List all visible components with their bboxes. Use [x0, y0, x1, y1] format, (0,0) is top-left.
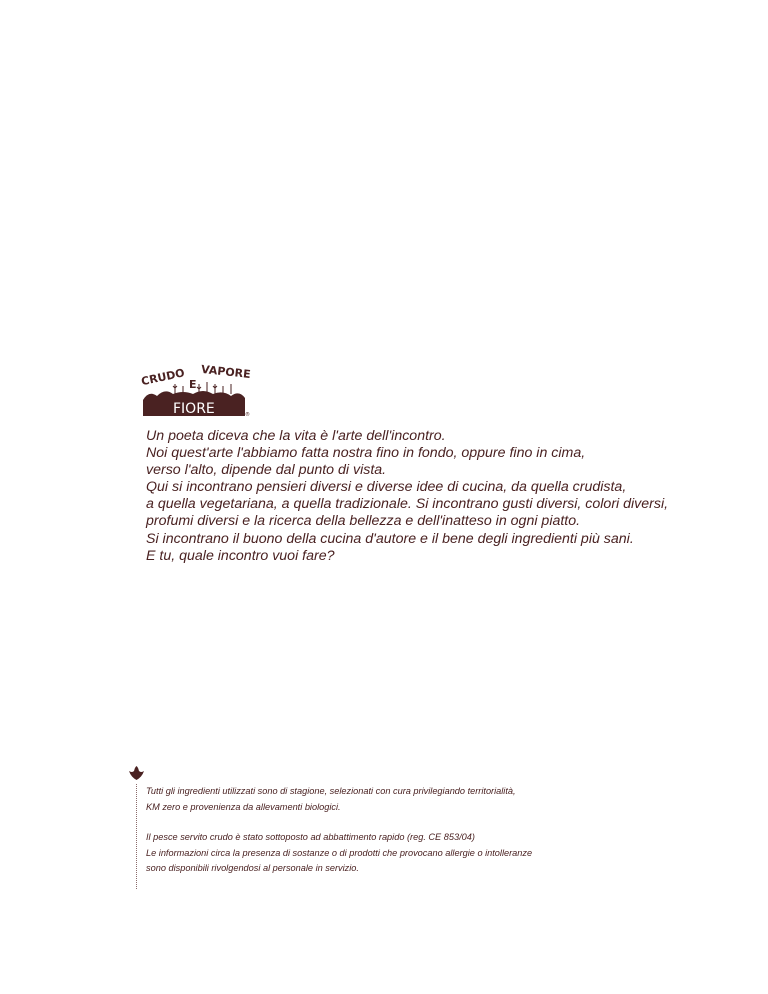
intro-line: a quella vegetariana, a quella tradizionale. Si incontrano gusti diversi, colori diversi,	[146, 496, 669, 513]
brand-logo	[137, 360, 251, 418]
notes-spacer	[146, 815, 706, 830]
intro-line: Un poeta diceva che la vita è l'arte dell'incontro.	[146, 428, 446, 444]
footnotes	[146, 784, 706, 877]
intro-line: Si incontrano il buono della cucina d'autore e il bene degli ingredienti più sani.	[146, 530, 634, 547]
intro-paragraph	[146, 428, 746, 565]
logo-word-crudo: CRUDO	[140, 366, 186, 389]
intro-line: E tu, quale incontro vuoi fare?	[146, 547, 335, 564]
note-line: sono disponibili rivolgendosi al personale in servizio.	[146, 863, 359, 874]
logo-registered-mark: ®	[245, 412, 250, 418]
leaf-icon	[127, 765, 146, 781]
note-line: Le informazioni circa la presenza di sostanze o di prodotti che provocano allergie o intolleranze	[146, 847, 533, 858]
intro-line: verso l'alto, dipende dal punto di vista.	[146, 462, 387, 479]
note-line: Tutti gli ingredienti utilizzati sono di stagione, selezionati con cura privilegiando territorialità,	[146, 786, 516, 796]
note-line: Il pesce servito crudo è stato sottoposto ad abbattimento rapido (reg. CE 853/04)	[146, 832, 475, 843]
intro-line: Noi quest'arte l'abbiamo fatta nostra fino in fondo, oppure fino in cima,	[146, 445, 586, 462]
logo-word-fiore: FIORE	[173, 401, 215, 417]
note-line: KM zero e provenienza da allevamenti biologici.	[146, 801, 341, 812]
dotted-divider	[136, 784, 137, 889]
intro-line: profumi diversi e la ricerca della bellezza e dell'inatteso in ogni piatto.	[146, 513, 581, 530]
logo-word-vapore: VAPORE	[200, 362, 251, 381]
intro-line: Qui si incontrano pensieri diversi e diverse idee di cucina, da quella crudista,	[146, 479, 627, 496]
logo-word-e: E	[189, 378, 197, 391]
